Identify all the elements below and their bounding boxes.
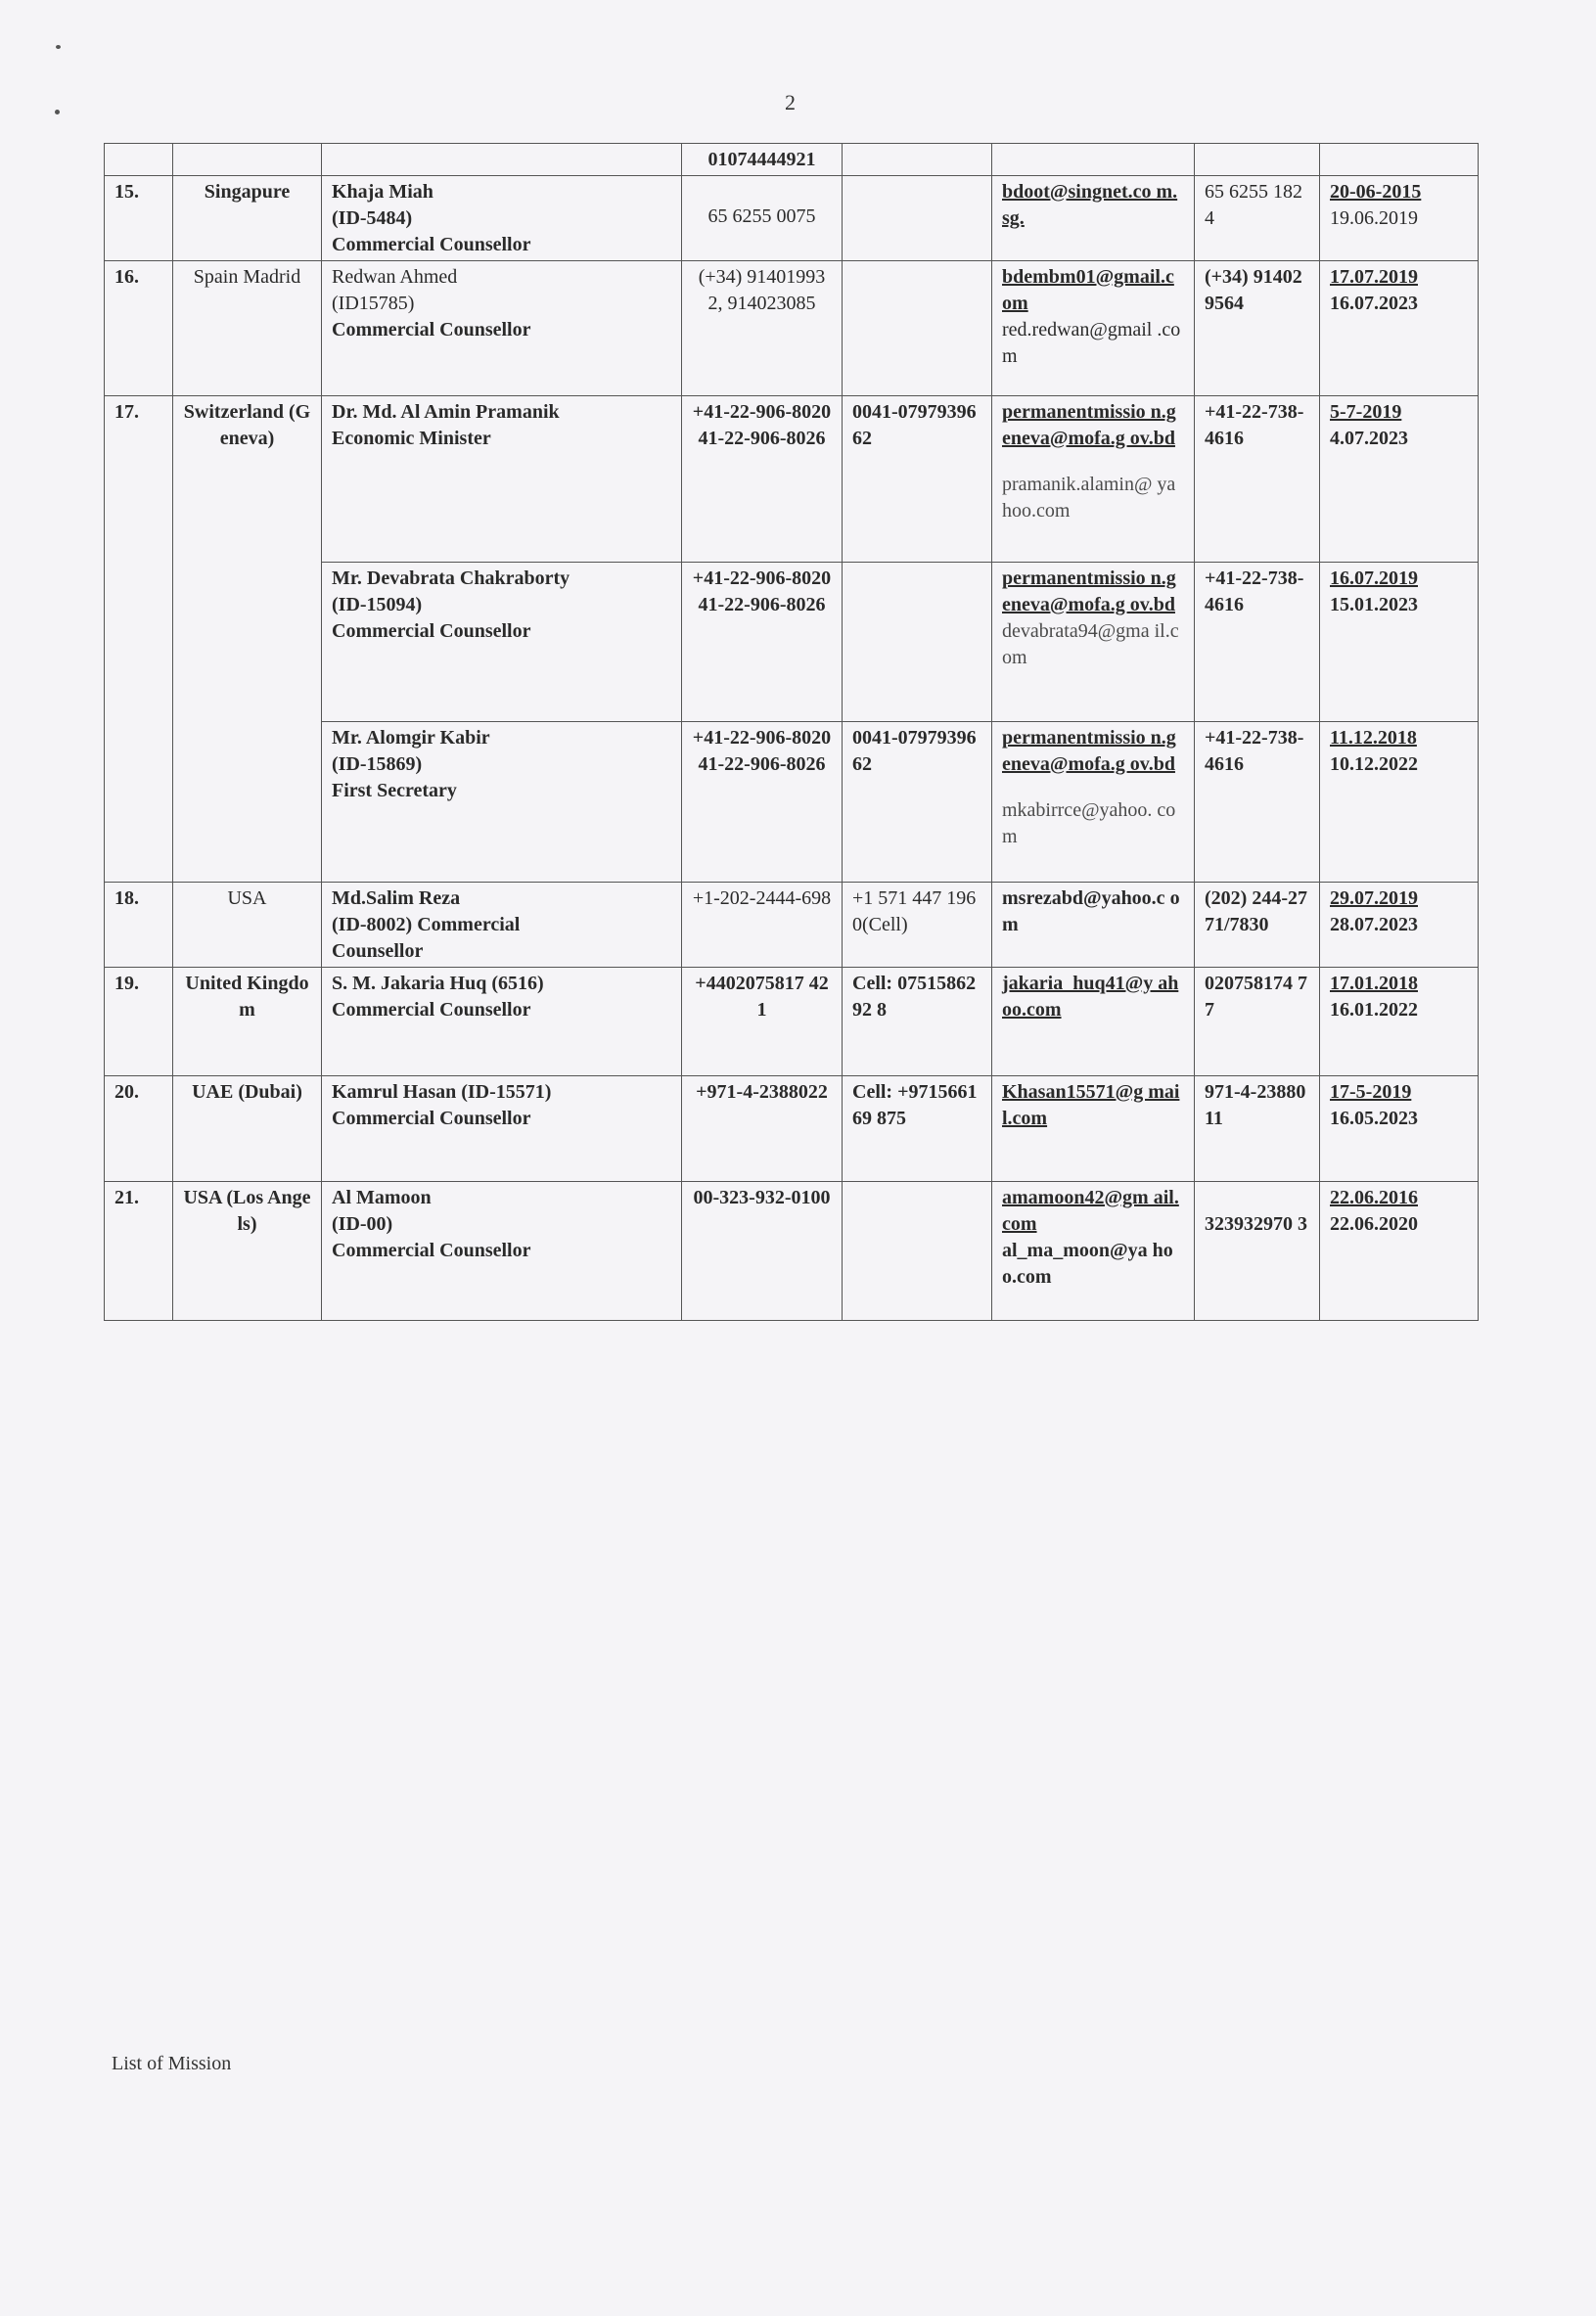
name-cell	[322, 563, 682, 722]
country-cell: Switzerland (Geneva)	[173, 396, 322, 883]
table-row-carry-over	[105, 144, 1479, 176]
email-link-secondary[interactable]: pramanik.alamin@ yahoo.com	[1002, 474, 1176, 522]
fax-cell: +41-22-738-4616	[1195, 722, 1320, 883]
country-cell: USA (Los Angels)	[173, 1182, 322, 1321]
email-cell	[992, 1076, 1195, 1182]
footer-text: List of Mission	[112, 2053, 232, 2074]
officer-name: Mr. Devabrata Chakraborty	[332, 568, 570, 589]
officer-name: Kamrul Hasan (ID-15571)	[332, 1081, 552, 1103]
tenure-start: 22.06.2016	[1330, 1187, 1418, 1208]
phone-cell	[682, 176, 843, 261]
tenure-end: 16.05.2023	[1330, 1108, 1418, 1129]
serial-cell: 21.	[105, 1182, 173, 1321]
table-row	[105, 396, 1479, 563]
email-link[interactable]: jakaria_huq41@y ahoo.com	[1002, 973, 1179, 1021]
email-link[interactable]: permanentmissio n.geneva@mofa.g ov.bd	[1002, 401, 1176, 449]
officer-id: (ID-5484)	[332, 207, 413, 229]
tenure-end: 4.07.2023	[1330, 428, 1408, 449]
officer-name: Md.Salim Reza	[332, 887, 461, 909]
email-link-secondary[interactable]: mkabirrce@yahoo. com	[1002, 799, 1176, 847]
phone-cell: +41-22-906-8020 41-22-906-8026	[682, 396, 843, 563]
email-link-secondary[interactable]: red.redwan@gmail .com	[1002, 319, 1181, 367]
name-cell	[322, 396, 682, 563]
officer-name: S. M. Jakaria Huq (6516)	[332, 973, 544, 994]
tenure-end: 28.07.2023	[1330, 914, 1418, 935]
tenure-start: 29.07.2019	[1330, 887, 1418, 909]
table-row	[105, 968, 1479, 1076]
fax-cell: (+34) 914029564	[1195, 261, 1320, 396]
email-link[interactable]: amamoon42@gm ail.com	[1002, 1187, 1179, 1235]
cell-phone-cell: Cell: +971566169 875	[843, 1076, 992, 1182]
table-row	[105, 1182, 1479, 1321]
country-cell: United Kingdom	[173, 968, 322, 1076]
email-link[interactable]: bdoot@singnet.co m.sg.	[1002, 181, 1178, 229]
email-link[interactable]: Khasan15571@g mail.com	[1002, 1081, 1180, 1129]
name-cell	[322, 1076, 682, 1182]
email-link-secondary[interactable]: devabrata94@gma il.com	[1002, 620, 1179, 668]
tenure-end: 16.07.2023	[1330, 293, 1418, 314]
tenure-end: 15.01.2023	[1330, 594, 1418, 615]
cell-phone-cell	[843, 563, 992, 722]
country-cell: UAE (Dubai)	[173, 1076, 322, 1182]
officer-designation: Commercial Counsellor	[332, 620, 531, 642]
officer-name: Dr. Md. Al Amin Pramanik	[332, 401, 560, 423]
phone-cell: (+34) 914019932, 914023085	[682, 261, 843, 396]
officer-designation: Commercial Counsellor	[332, 999, 531, 1021]
email-cell	[992, 883, 1195, 968]
officer-id: (ID15785)	[332, 293, 415, 314]
cell-phone-cell	[843, 176, 992, 261]
tenure-cell	[1320, 261, 1479, 396]
tenure-start: 17-5-2019	[1330, 1081, 1412, 1103]
cell-phone-cell: +1 571 447 1960(Cell)	[843, 883, 992, 968]
tenure-end: 10.12.2022	[1330, 753, 1418, 775]
officer-designation: Commercial Counsellor	[332, 234, 531, 255]
officer-designation: Economic Minister	[332, 428, 491, 449]
mission-table	[104, 143, 1479, 1321]
name-cell	[322, 1182, 682, 1321]
phone-cell: +41-22-906-8020 41-22-906-8026	[682, 722, 843, 883]
country-cell: USA	[173, 883, 322, 968]
email-cell	[992, 968, 1195, 1076]
cell-phone-cell	[843, 1182, 992, 1321]
serial-cell: 19.	[105, 968, 173, 1076]
tenure-start: 5-7-2019	[1330, 401, 1402, 423]
tenure-cell	[1320, 176, 1479, 261]
email-link[interactable]: bdembm01@gmail.c om	[1002, 266, 1174, 314]
fax-cell: 020758174 77	[1195, 968, 1320, 1076]
tenure-cell	[1320, 396, 1479, 563]
email-cell	[992, 563, 1195, 722]
officer-name: Redwan Ahmed	[332, 266, 458, 288]
table-row	[105, 261, 1479, 396]
phone-text: 65 6255 0075	[707, 205, 816, 227]
tenure-start: 17.01.2018	[1330, 973, 1418, 994]
officer-designation: First Secretary	[332, 780, 457, 801]
officer-designation: Counsellor	[332, 940, 424, 962]
tenure-cell	[1320, 883, 1479, 968]
tenure-start: 20-06-2015	[1330, 181, 1422, 203]
tenure-end: 19.06.2019	[1330, 207, 1418, 229]
email-cell	[992, 396, 1195, 563]
serial-cell: 20.	[105, 1076, 173, 1182]
email-link[interactable]: permanentmissio n.geneva@mofa.g ov.bd	[1002, 727, 1176, 775]
tenure-start: 16.07.2019	[1330, 568, 1418, 589]
tenure-cell	[1320, 722, 1479, 883]
officer-designation: Commercial Counsellor	[332, 319, 531, 341]
officer-designation: Commercial Counsellor	[332, 1108, 531, 1129]
cell-phone-cell: Cell: 0751586292 8	[843, 968, 992, 1076]
email-cell	[992, 1182, 1195, 1321]
fax-cell: +41-22-738-4616	[1195, 396, 1320, 563]
fax-cell: 971-4-2388011	[1195, 1076, 1320, 1182]
phone-cell: 01074444921	[682, 144, 843, 176]
fax-cell: 65 6255 1824	[1195, 176, 1320, 261]
officer-name: Al Mamoon	[332, 1187, 432, 1208]
name-cell	[322, 176, 682, 261]
tenure-cell	[1320, 1182, 1479, 1321]
page-number: 2	[785, 90, 796, 114]
tenure-end: 16.01.2022	[1330, 999, 1418, 1021]
table-row	[105, 883, 1479, 968]
cell-phone-cell: 0041-0797939662	[843, 396, 992, 563]
officer-id: (ID-15869)	[332, 753, 423, 775]
officer-id: (ID-8002) Commercial	[332, 914, 521, 935]
scan-speck	[55, 110, 60, 114]
country-cell: Spain Madrid	[173, 261, 322, 396]
email-cell	[992, 176, 1195, 261]
officer-designation: Commercial Counsellor	[332, 1240, 531, 1261]
tenure-start: 17.07.2019	[1330, 266, 1418, 288]
fax-cell: +41-22-738-4616	[1195, 563, 1320, 722]
fax-cell: 323932970 3	[1195, 1182, 1320, 1321]
tenure-start: 11.12.2018	[1330, 727, 1417, 749]
serial-cell: 15.	[105, 176, 173, 261]
officer-id: (ID-15094)	[332, 594, 423, 615]
tenure-end: 22.06.2020	[1330, 1213, 1418, 1235]
scan-speck	[56, 45, 61, 49]
officer-name: Khaja Miah	[332, 181, 433, 203]
serial-cell: 17.	[105, 396, 173, 883]
tenure-cell	[1320, 968, 1479, 1076]
name-cell	[322, 883, 682, 968]
cell-phone-cell: 0041-0797939662	[843, 722, 992, 883]
serial-cell: 16.	[105, 261, 173, 396]
table-row	[105, 176, 1479, 261]
email-link-secondary[interactable]: al_ma_moon@ya hoo.com	[1002, 1240, 1173, 1288]
email-cell	[992, 722, 1195, 883]
tenure-cell	[1320, 563, 1479, 722]
fax-cell: (202) 244-2771/7830	[1195, 883, 1320, 968]
email-cell	[992, 261, 1195, 396]
serial-cell: 18.	[105, 883, 173, 968]
table-row	[105, 1076, 1479, 1182]
name-cell	[322, 968, 682, 1076]
country-cell: Singapure	[173, 176, 322, 261]
email-link[interactable]: permanentmissio n.geneva@mofa.g ov.bd	[1002, 568, 1176, 615]
phone-cell: +41-22-906-8020 41-22-906-8026	[682, 563, 843, 722]
officer-id: (ID-00)	[332, 1213, 393, 1235]
phone-cell: +971-4-2388022	[682, 1076, 843, 1182]
officer-name: Mr. Alomgir Kabir	[332, 727, 490, 749]
name-cell	[322, 261, 682, 396]
cell-phone-cell	[843, 261, 992, 396]
phone-cell: 00-323-932-0100	[682, 1182, 843, 1321]
email-link[interactable]: msrezabd@yahoo.c om	[1002, 887, 1180, 935]
phone-cell: +1-202-2444-698	[682, 883, 843, 968]
tenure-cell	[1320, 1076, 1479, 1182]
name-cell	[322, 722, 682, 883]
phone-cell: +4402075817 421	[682, 968, 843, 1076]
